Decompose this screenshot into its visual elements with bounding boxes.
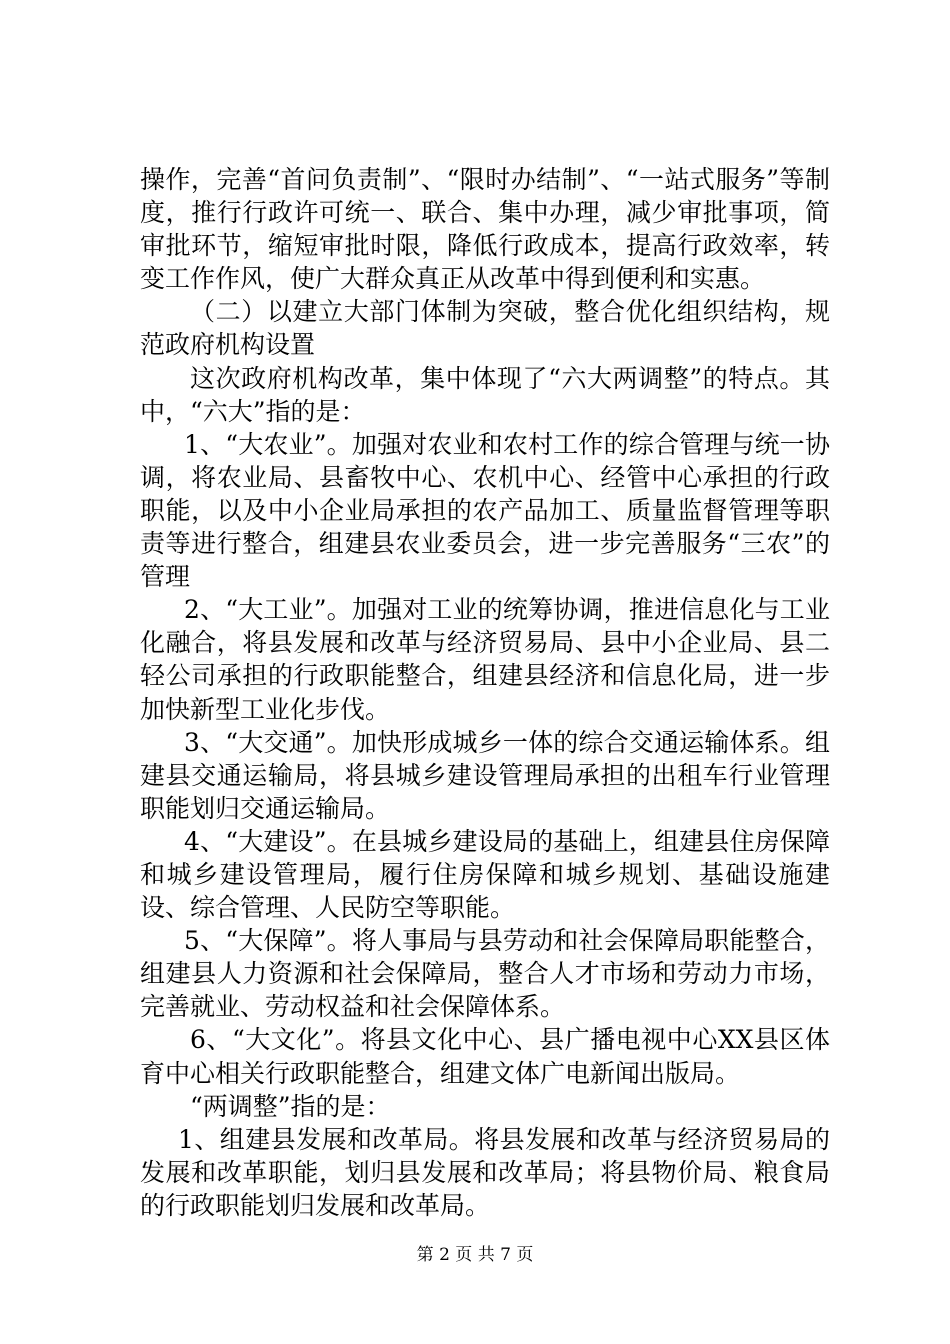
paragraph-service-reform: 操作，完善“首问负责制”、“限时办结制”、“一站式服务”等制度，推行行政许可统一、联合、集中办理，减少审批事项，简审批环节，缩短审批时限，降低行政成本，提高行政效率，转变工作作风，使广大群众真正从改革中得到便利和实惠。 <box>140 165 830 294</box>
list-item-development-reform: 1、组建县发展和改革局。将县发展和改革与经济贸易局的发展和改革职能，划归县发展和改革局；将县物价局、粮食局的行政职能划归发展和改革局。 <box>140 1124 830 1220</box>
section-heading-2: （二）以建立大部门体制为突破，整合优化组织结构，规范政府机构设置 <box>140 297 830 360</box>
list-item-agriculture: 1、“大农业”。加强对农业和农村工作的综合管理与统一协调，将农业局、县畜牧中心、农机中心、经管中心承担的行政职能，以及中小企业局承担的农产品加工、质量监督管理等职责等进行整合，组建县农业委员会，进一步完善服务“三农”的管理 <box>140 429 830 592</box>
document-body <box>140 163 830 1222</box>
paragraph-two-adjustments: “两调整”指的是： <box>190 1091 391 1121</box>
list-item-construction: 4、“大建设”。在县城乡建设局的基础上，组建县住房保障和城乡建设管理局，履行住房保障和城乡规划、基础设施建设、综合管理、人民防空等职能。 <box>140 826 830 923</box>
paragraph-intro-six-big: 这次政府机构改革，集中体现了“六大两调整”的特点。其中，“六大”指的是： <box>140 363 830 426</box>
list-item-transport: 3、“大交通”。加快形成城乡一体的综合交通运输体系。组建县交通运输局，将县城乡建设管理局承担的出租车行业管理职能划归交通运输局。 <box>140 727 830 823</box>
list-item-industry: 2、“大工业”。加强对工业的统筹协调，推进信息化与工业化融合，将县发展和改革与经济贸易局、县中小企业局、县二轻公司承担的行政职能整合，组建县经济和信息化局，进一步加快新型工业化步伐。 <box>140 595 830 724</box>
page-number-footer: 第 2 页 共 7 页 <box>416 1245 534 1265</box>
list-item-culture: 6、“大文化”。将县文化中心、县广播电视中心XX县区体育中心相关行政职能整合，组建文体广电新闻出版局。 <box>140 1025 830 1088</box>
list-item-security: 5、“大保障”。将人事局与县劳动和社会保障局职能整合，组建县人力资源和社会保障局，整合人才市场和劳动力市场，完善就业、劳动权益和社会保障体系。 <box>140 926 830 1022</box>
